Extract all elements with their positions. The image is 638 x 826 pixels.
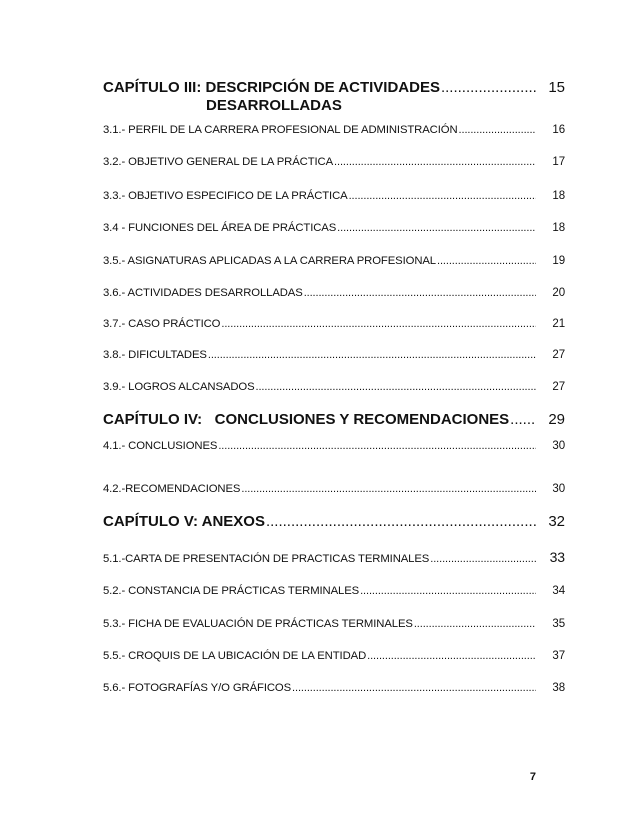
page-ref: 16 [552,124,565,136]
entry-title: 3.1.- PERFIL DE LA CARRERA PROFESIONAL DE ADMINISTRACIÓN [103,124,458,136]
toc-entry[interactable] [103,682,565,694]
page-ref: 35 [552,618,565,630]
dot-leader [334,156,536,168]
dot-leader [430,553,536,565]
dot-leader [437,255,536,267]
toc-entry[interactable] [103,318,565,330]
entry-title: 3.6.- ACTIVIDADES DESARROLLADAS [103,287,303,299]
page-ref: 34 [552,585,565,597]
chapter-title-continuation: DESARROLLADAS [206,97,342,114]
dot-leader [510,411,536,428]
chapter-title: CAPÍTULO V: ANEXOS [103,513,265,530]
toc-entry[interactable] [103,585,565,597]
page-ref: 15 [548,79,565,96]
dot-leader [221,318,536,330]
dot-leader [292,682,536,694]
entry-title: 4.2.-RECOMENDACIONES [103,483,241,495]
page-ref: 27 [552,349,565,361]
dot-leader [266,513,536,530]
page-ref: 17 [552,156,565,168]
page-ref: 33 [549,549,565,565]
toc-entry[interactable] [103,222,565,234]
toc-chapter-3[interactable] [103,79,565,96]
entry-title: 3.2.- OBJETIVO GENERAL DE LA PRÁCTICA [103,156,334,168]
entry-title: 5.3.- FICHA DE EVALUACIÓN DE PRÁCTICAS TERMINALES [103,618,413,630]
toc-entry[interactable] [103,650,565,662]
toc-entry[interactable] [103,381,565,393]
chapter-title: CAPÍTULO IV: CONCLUSIONES Y RECOMENDACIONES [103,411,510,428]
page-ref: 29 [548,411,565,428]
toc-entry[interactable] [103,124,565,136]
entry-title: 3.8.- DIFICULTADES [103,349,207,361]
dot-leader [208,349,536,361]
dot-leader [459,124,536,136]
toc-entry[interactable] [103,156,565,168]
page-number: 7 [529,771,536,783]
page-ref: 19 [552,255,565,267]
entry-title: 3.4 - FUNCIONES DEL ÁREA DE PRÁCTICAS [103,222,337,234]
entry-title: 3.9.- LOGROS ALCANSADOS [103,381,255,393]
page-ref: 21 [552,318,565,330]
toc-entry[interactable] [103,549,565,565]
entry-title: 4.1.- CONCLUSIONES [103,440,218,452]
entry-title: 3.3.- OBJETIVO ESPECIFICO DE LA PRÁCTICA [103,190,348,202]
toc-entry[interactable] [103,287,565,299]
page-ref: 30 [552,440,565,452]
toc-entry[interactable] [103,255,565,267]
dot-leader [337,222,536,234]
toc-entry[interactable] [103,349,565,361]
dot-leader [349,190,536,202]
entry-title: 5.6.- FOTOGRAFÍAS Y/O GRÁFICOS [103,682,292,694]
dot-leader [367,650,536,662]
dot-leader [441,79,536,96]
toc-entry[interactable] [103,483,565,495]
entry-title: 3.5.- ASIGNATURAS APLICADAS A LA CARRERA PROFESIONAL [103,255,436,267]
toc-entry[interactable] [103,618,565,630]
dot-leader [218,440,536,452]
chapter-title: CAPÍTULO III: DESCRIPCIÓN DE ACTIVIDADES [103,79,440,96]
page-ref: 30 [552,483,565,495]
entry-title: 5.1.-CARTA DE PRESENTACIÓN DE PRACTICAS TERMINALES [103,553,430,565]
page-ref: 38 [552,682,565,694]
page-ref: 37 [552,650,565,662]
entry-title: 5.5.- CROQUIS DE LA UBICACIÓN DE LA ENTIDAD [103,650,367,662]
entry-title: 3.7.- CASO PRÁCTICO [103,318,221,330]
dot-leader [414,618,536,630]
page-ref: 20 [552,287,565,299]
dot-leader [241,483,536,495]
toc-chapter-5[interactable] [103,513,565,530]
page-ref: 18 [552,190,565,202]
page-ref: 32 [548,513,565,530]
toc-chapter-4[interactable] [103,411,565,428]
dot-leader [304,287,536,299]
entry-title: 5.2.- CONSTANCIA DE PRÁCTICAS TERMINALES [103,585,360,597]
page-ref: 18 [552,222,565,234]
dot-leader [256,381,536,393]
dot-leader [360,585,536,597]
toc-entry[interactable] [103,440,565,452]
page-ref: 27 [552,381,565,393]
toc-entry[interactable] [103,190,565,202]
